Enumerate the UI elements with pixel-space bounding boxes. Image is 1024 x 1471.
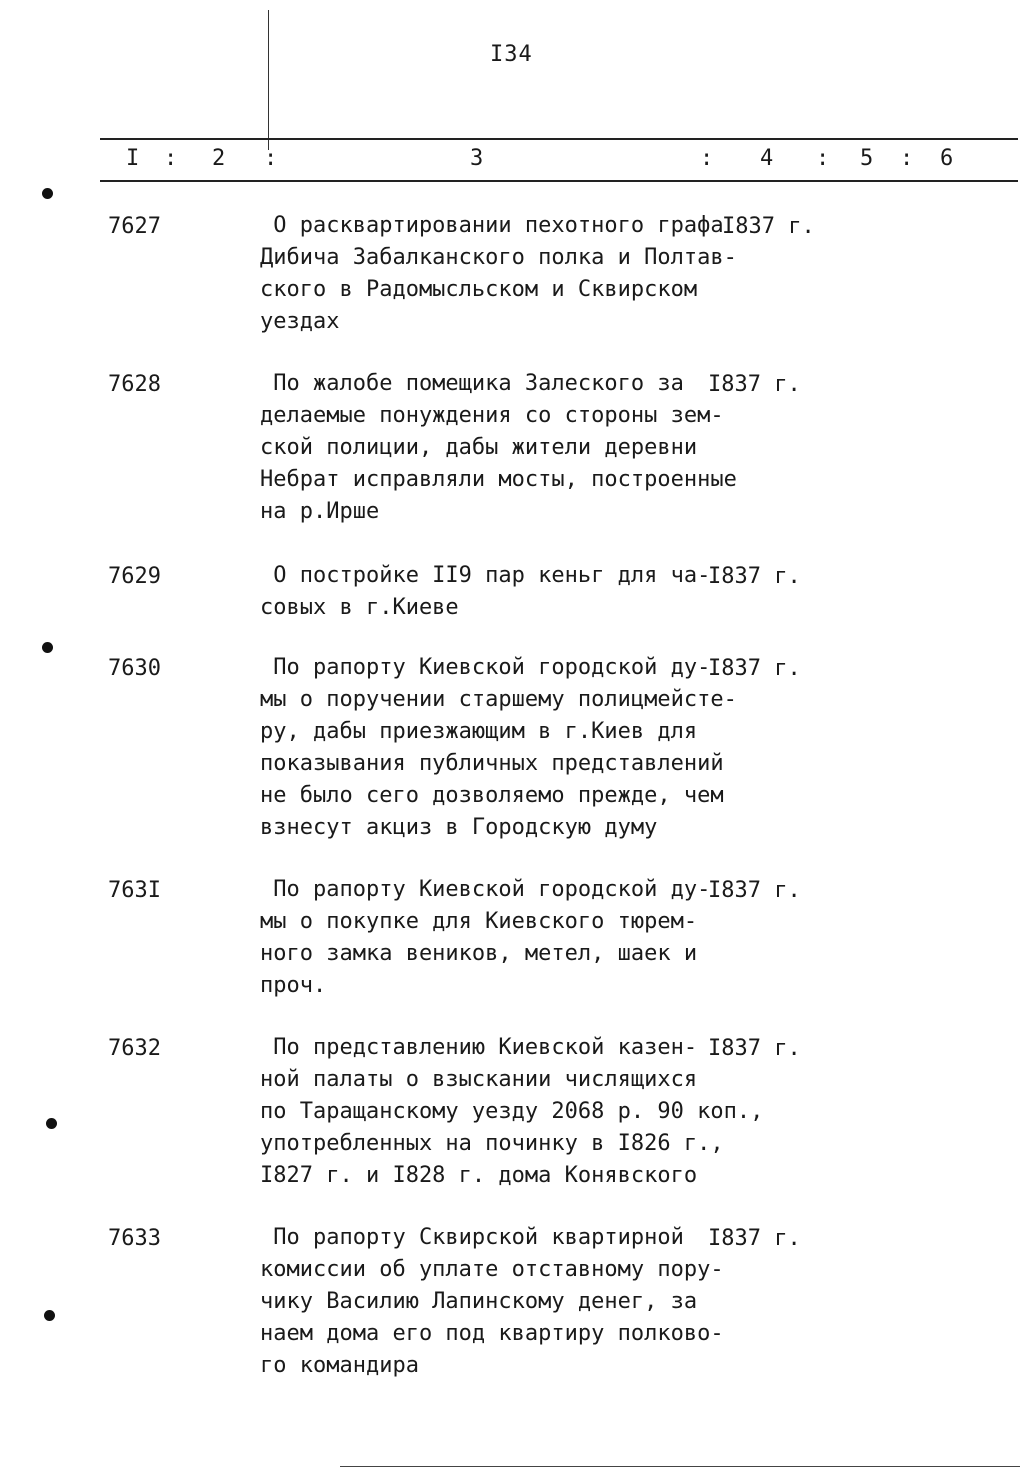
entry-line: показывания публичных представлений [260,751,724,776]
entry-number: 7630 [108,656,161,681]
column-header-5: 5 [860,146,874,171]
binding-hole [44,1310,55,1321]
entry-line: По рапорту Сквирской квартирной [260,1225,684,1250]
entry-line: По представлению Киевской казен- [260,1035,698,1060]
column-header-6: 6 [940,146,954,171]
column-header-1: I [126,146,140,171]
entry-year: I837 г. [708,1226,801,1251]
entry-line: употребленных на починку в I826 г., [260,1131,724,1156]
entry-line: ру, дабы приезжающим в г.Киев для [260,719,698,744]
entry-line: I827 г. и I828 г. дома Конявского [260,1163,698,1188]
header-rule-bottom [100,180,1018,182]
entry-line: Дибича Забалканского полка и Полтав- [260,245,737,270]
entry-description [260,652,737,844]
entry-line: О расквартировании пехотного графа [260,213,724,238]
entry-line: на р.Ирше [260,499,380,524]
entry-description [260,560,730,624]
entry-line: Небрат исправляли мосты, построенные [260,467,737,492]
entry-line: мы о поручении старшему полицмейсте- [260,687,737,712]
entry-line: не было сего дозволяемо прежде, чем [260,783,724,808]
binding-hole [46,1118,57,1129]
entry-description [260,1222,730,1382]
entry-line: ного замка веников, метел, шаек и [260,941,698,966]
entry-line: ского в Радомысльском и Сквирском [260,277,698,302]
entry-line: комиссии об уплате отставному пору- [260,1257,724,1282]
entry-line: наем дома его под квартиру полково- [260,1321,724,1346]
entry-number: 763I [108,878,161,903]
entry-line: ной палаты о взыскании числящихся [260,1067,698,1092]
entry-line: совых в г.Киеве [260,595,459,620]
page-number: I34 [490,42,533,67]
entry-line: По жалобе помещика Залеского за [260,371,684,396]
entry-line: ской полиции, дабы жители деревни [260,435,698,460]
entry-description [260,874,730,1002]
column-separator: : [900,146,914,171]
column-separator: : [816,146,830,171]
column-separator: : [700,146,714,171]
column-separator: : [164,146,178,171]
column-header-2: 2 [212,146,226,171]
entry-year: I837 г. [708,372,801,397]
entry-line: уездах [260,309,340,334]
entry-line: по Таращанскому уезду 2068 р. 90 коп., [260,1099,764,1124]
column-header-4: 4 [760,146,774,171]
entry-number: 7633 [108,1226,161,1251]
entry-description [260,210,737,338]
entry-line: мы о покупке для Киевского тюрем- [260,909,698,934]
entry-year: I837 г. [708,656,801,681]
entry-line: го командира [260,1353,419,1378]
entry-description [260,368,737,528]
entry-line: проч. [260,973,327,998]
entry-number: 7629 [108,564,161,589]
entry-line: чику Василию Лапинскому денег, за [260,1289,698,1314]
column-separator: : [264,146,278,171]
header-rule-top [100,138,1018,140]
column-header-3: 3 [470,146,484,171]
entry-number: 7632 [108,1036,161,1061]
bottom-rule [340,1466,1020,1467]
entry-number: 7627 [108,214,161,239]
entry-year: I837 г. [722,214,815,239]
binding-hole [42,642,53,653]
entry-line: взнесут акциз в Городскую думу [260,815,658,840]
entry-line: По рапорту Киевской городской ду- [260,655,711,680]
column-divider-vertical [268,10,269,150]
entry-line: О постройке II9 пар кеньг для ча- [260,563,711,588]
entry-year: I837 г. [708,564,801,589]
entry-number: 7628 [108,372,161,397]
binding-hole [42,188,53,199]
entry-year: I837 г. [708,1036,801,1061]
entry-line: делаемые понуждения со стороны зем- [260,403,724,428]
entry-year: I837 г. [708,878,801,903]
entry-line: По рапорту Киевской городской ду- [260,877,711,902]
